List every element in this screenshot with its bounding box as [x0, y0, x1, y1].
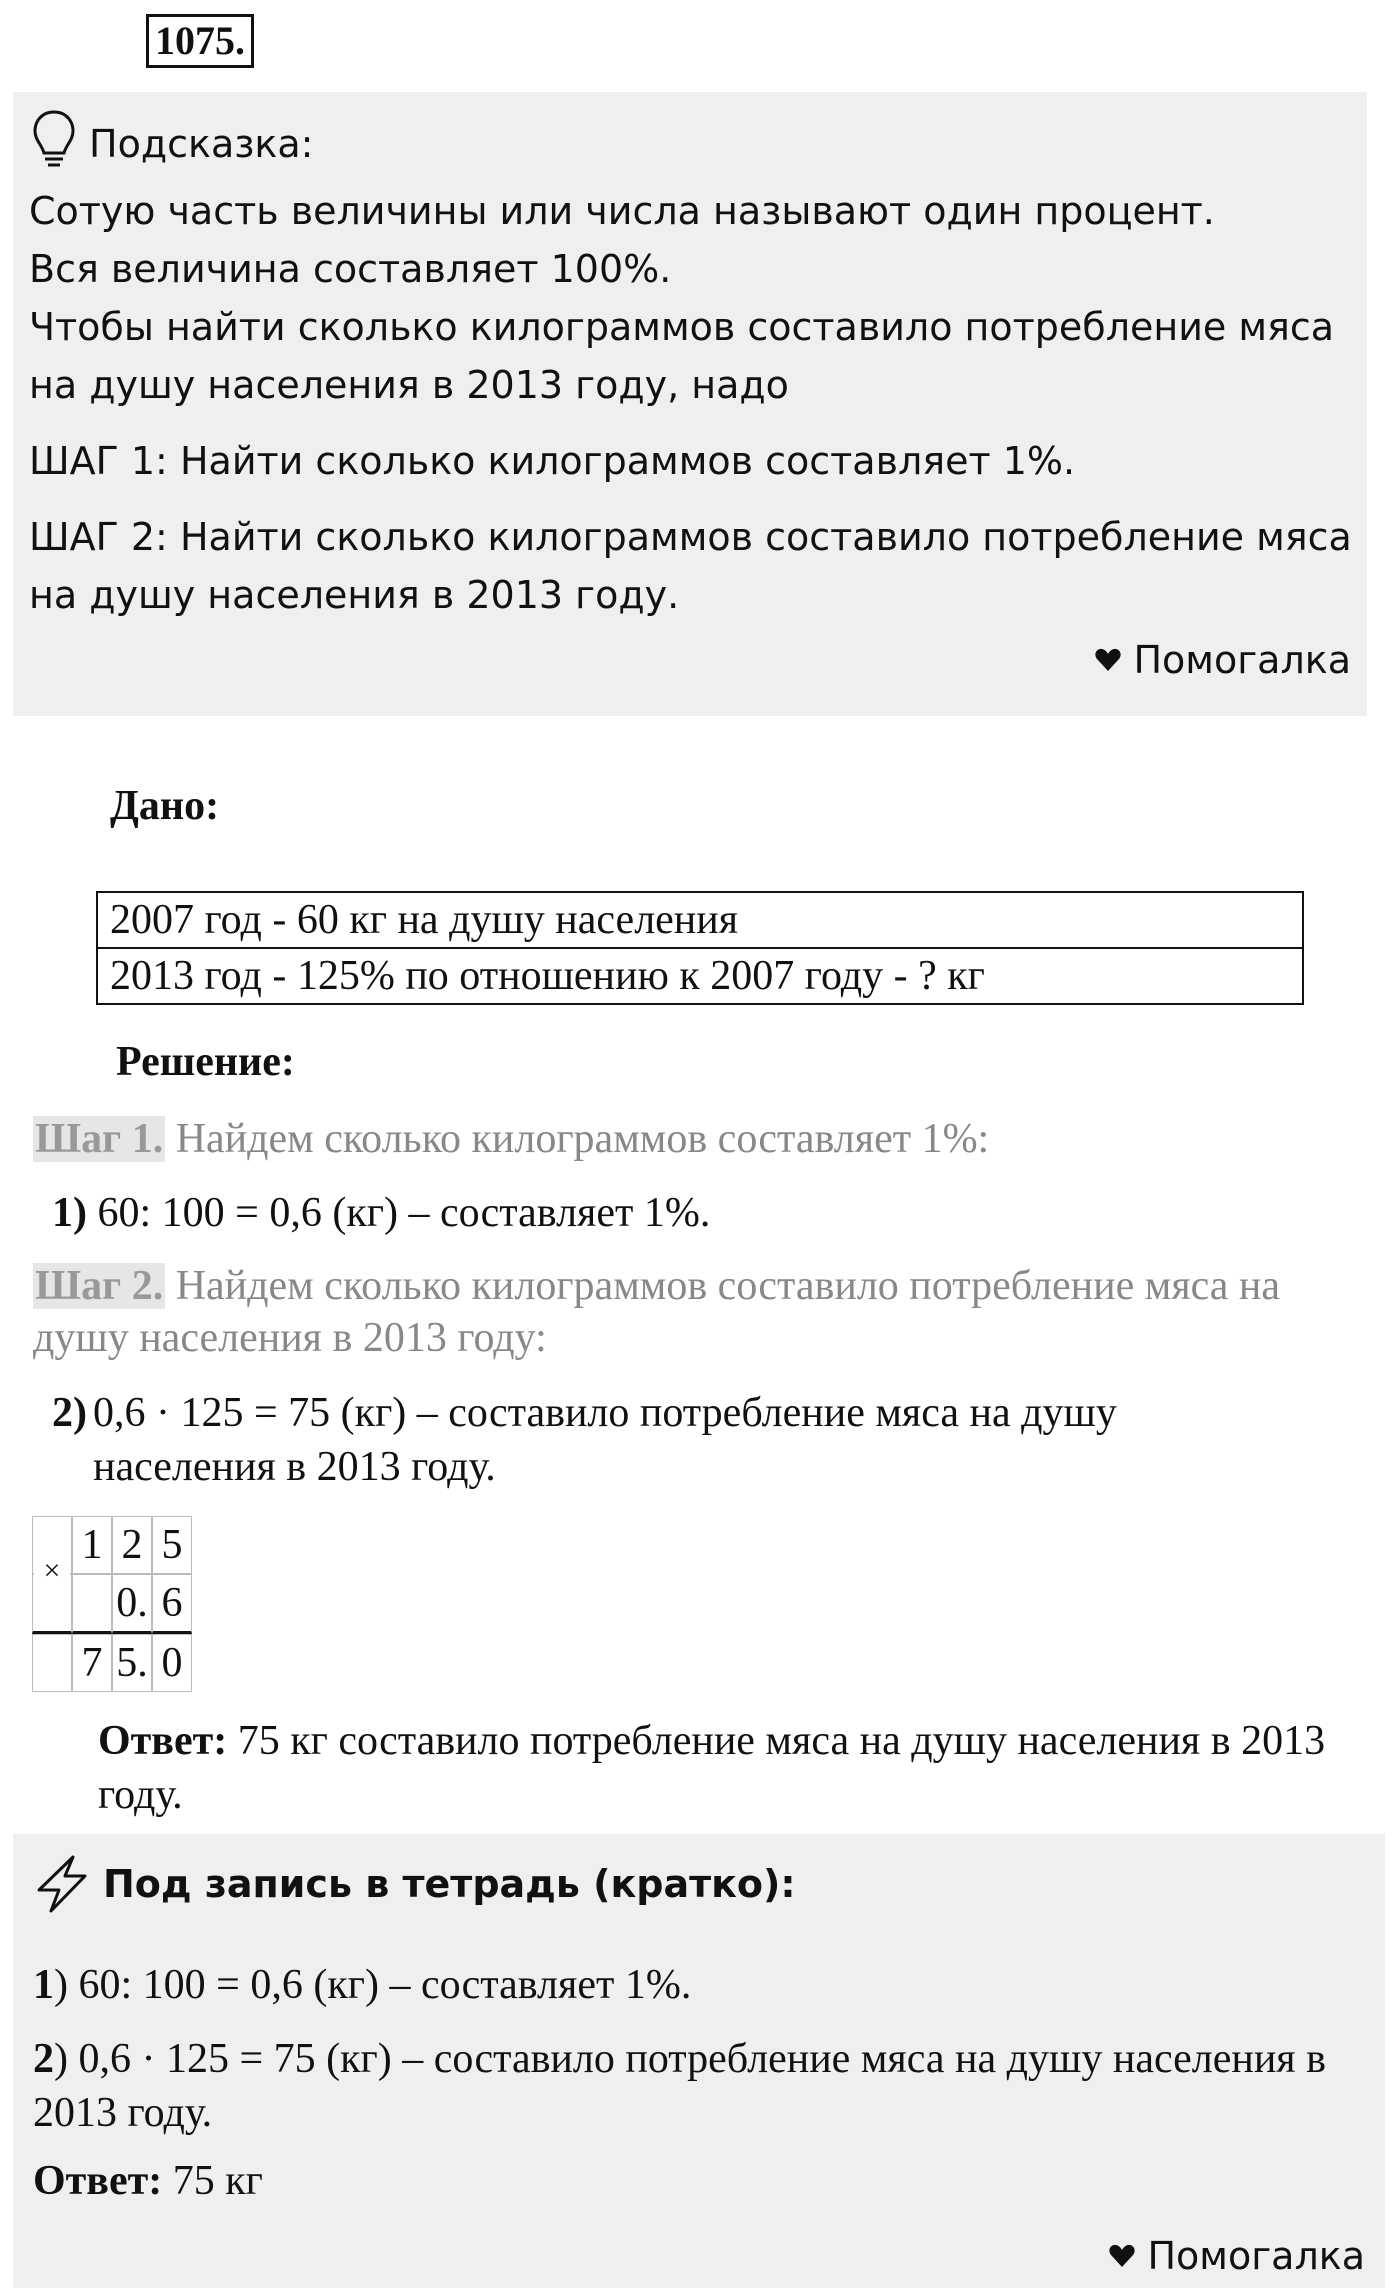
step-2-text: Найдем сколько килограммов составило потребление мяса на душу населения в 2013 году: — [33, 1263, 1281, 1361]
given-row-1: 2007 год - 60 кг на душу населения — [97, 892, 1303, 948]
task-number: 1075. — [146, 14, 254, 68]
hint-body — [29, 182, 1359, 624]
answer-label: Ответ: — [98, 1718, 228, 1764]
mult-digit: 0 — [152, 1634, 192, 1692]
notes-line-1-number: 1 — [33, 1962, 54, 2008]
calc-1-text: 60: 100 = 0,6 (кг) – составляет 1%. — [97, 1190, 711, 1236]
notes-line-2 — [33, 2032, 1333, 2140]
step-2-tag: Шаг 2. — [35, 1263, 164, 1309]
hint-step-2 — [29, 508, 1359, 624]
lightbulb-icon — [29, 104, 79, 176]
mult-digit: 5 — [152, 1516, 192, 1574]
calc-2-number: 2) — [52, 1390, 87, 1436]
notes-answer — [33, 2154, 263, 2208]
heart-icon — [1095, 648, 1121, 672]
calc-2 — [52, 1386, 1332, 1494]
mult-digit: 0. — [112, 1574, 152, 1634]
credit-label: Помогалка — [1147, 2234, 1365, 2278]
calc-2-text: 0,6 · 125 = 75 (кг) – составило потребление мяса на душу населения в 2013 году. — [93, 1390, 1117, 1490]
step-1-tag: Шаг 1. — [35, 1116, 164, 1162]
notes-line-1-text: ) 60: 100 = 0,6 (кг) – составляет 1%. — [54, 1962, 692, 2008]
notes-answer-label: Ответ: — [33, 2158, 163, 2204]
mult-digit: 2 — [112, 1516, 152, 1574]
hint-step-2-text: Найти сколько килограммов составило потребление мяса на душу населения в 2013 году. — [29, 515, 1352, 617]
notes-credit[interactable] — [1109, 2234, 1365, 2278]
hint-credit[interactable] — [1095, 638, 1351, 682]
calc-1-number: 1) — [52, 1190, 87, 1236]
mult-digit: 7 — [72, 1634, 112, 1692]
mult-digit: 5. — [112, 1634, 152, 1692]
notes-line-2-number: 2 — [33, 2036, 54, 2082]
answer-text: 75 кг составило потребление мяса на душу населения в 2013 году. — [98, 1718, 1326, 1818]
mult-digit: 6 — [152, 1574, 192, 1634]
hint-step-1 — [29, 432, 1359, 490]
hint-title: Подсказка: — [89, 122, 314, 166]
solution-label: Решение: — [116, 1039, 295, 1085]
hint-step-1-label: ШАГ 1: — [29, 439, 168, 483]
hint-line: Чтобы найти сколько килограммов составило потребление мяса на душу населения в 2013 году, надо — [29, 305, 1335, 407]
notes-title: Под запись в тетрадь (кратко): — [103, 1862, 796, 1906]
hint-box — [13, 92, 1367, 716]
mult-cell — [32, 1634, 72, 1692]
credit-label: Помогалка — [1133, 638, 1351, 682]
mult-digit: 1 — [72, 1516, 112, 1574]
notes-line-2-text: ) 0,6 · 125 = 75 (кг) – составило потребление мяса на душу населения в 2013 году. — [33, 2036, 1326, 2136]
multiply-sign: × — [34, 1554, 70, 1588]
calc-1 — [52, 1186, 1352, 1240]
solution-step-1 — [33, 1113, 989, 1165]
solution-step-2 — [33, 1260, 1363, 1364]
hint-step-1-text: Найти сколько килограммов составляет 1%. — [179, 439, 1076, 483]
answer — [98, 1714, 1378, 1822]
given-table — [96, 891, 1304, 1005]
hint-line: Сотую часть величины или числа называют один процент. — [29, 189, 1215, 233]
step-1-text: Найдем сколько килограммов составляет 1%: — [175, 1116, 990, 1162]
notes-answer-text: 75 кг — [172, 2158, 263, 2204]
hint-step-2-label: ШАГ 2: — [29, 515, 168, 559]
table-row — [97, 948, 1303, 1004]
mult-cell — [72, 1574, 112, 1634]
notes-line-1 — [33, 1958, 1363, 2012]
given-row-2: 2013 год - 125% по отношению к 2007 году - ? кг — [97, 948, 1303, 1004]
given-label: Дано: — [110, 783, 220, 829]
heart-icon — [1109, 2244, 1135, 2268]
hint-line: Вся величина составляет 100%. — [29, 247, 672, 291]
notes-box — [13, 1834, 1385, 2288]
table-row — [97, 892, 1303, 948]
lightning-icon — [35, 1854, 89, 1914]
